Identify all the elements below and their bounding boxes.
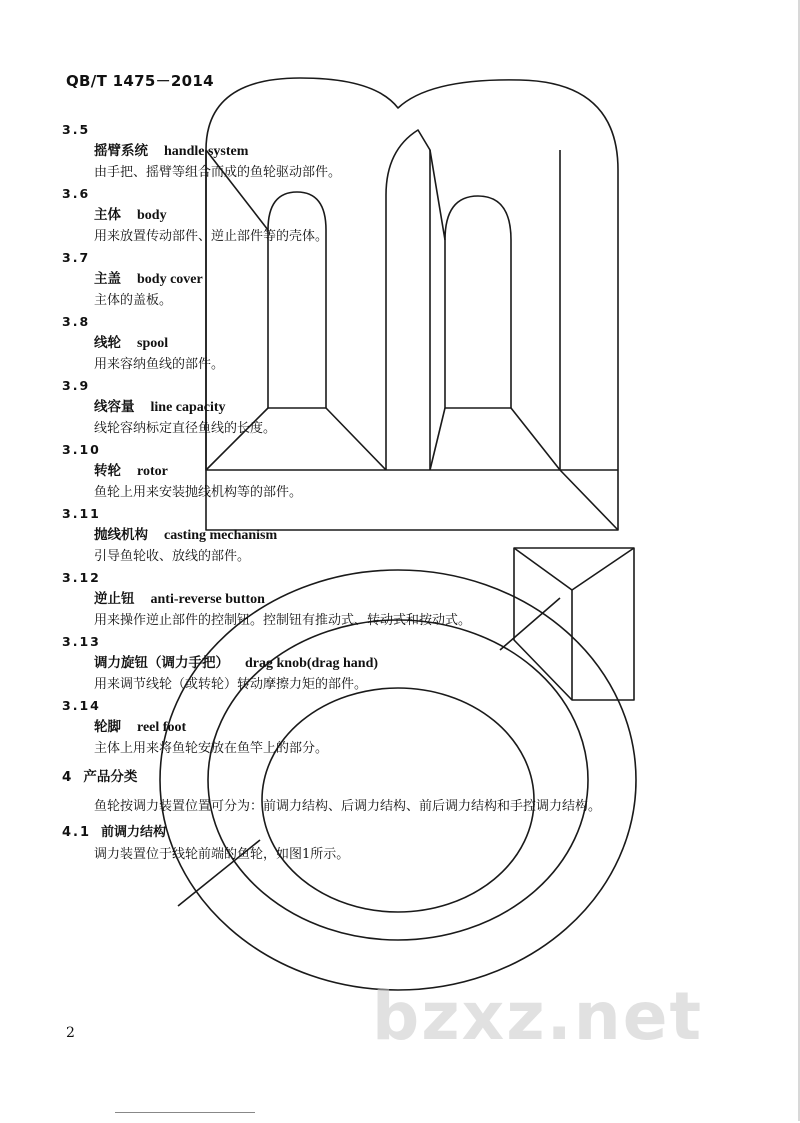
- term-definition: 用来容纳鱼线的部件。: [94, 357, 225, 372]
- term-definition: 用来操作逆止部件的控制钮。控制钮有推动式、转动式和按动式。: [94, 613, 472, 628]
- document-body: [62, 120, 682, 866]
- term-entry: [62, 696, 682, 760]
- clause-number: 3.14: [62, 698, 101, 713]
- term-entry: [62, 440, 682, 504]
- clause-number: 3.6: [62, 186, 91, 201]
- term-english: rotor: [137, 464, 168, 479]
- term-definition: 由手把、摇臂等组合而成的鱼轮驱动部件。: [94, 165, 342, 180]
- term-chinese: 转轮: [94, 463, 121, 479]
- term-entry: [62, 632, 682, 696]
- term-chinese: 调力旋钮（调力手把）: [94, 655, 229, 671]
- term-english: drag knob(drag hand): [245, 656, 379, 671]
- clause-number: 3.8: [62, 314, 91, 329]
- term-chinese: 轮脚: [94, 719, 121, 735]
- term-chinese: 线容量: [94, 399, 135, 415]
- term-entry: [62, 184, 682, 248]
- term-definition: 主体上用来将鱼轮安放在鱼竿上的部分。: [94, 741, 329, 756]
- term-english: casting mechanism: [164, 528, 278, 543]
- clause-number: 3.12: [62, 570, 101, 585]
- term-definition: 线轮容纳标定直径鱼线的长度。: [94, 421, 277, 436]
- subsection-number: 4.1: [62, 825, 92, 840]
- term-english: anti-reverse button: [150, 592, 265, 607]
- term-chinese: 抛线机构: [94, 527, 148, 543]
- clause-number: 3.5: [62, 122, 91, 137]
- term-definition: 主体的盖板。: [94, 293, 173, 308]
- term-chinese: 主盖: [94, 271, 121, 287]
- term-definition: 鱼轮上用来安装抛线机构等的部件。: [94, 485, 303, 500]
- term-english: body cover: [137, 272, 203, 287]
- section-number: 4: [62, 769, 72, 785]
- term-english: line capacity: [150, 400, 226, 415]
- site-watermark: bzxz.net: [372, 978, 704, 1055]
- term-chinese: 线轮: [94, 335, 121, 351]
- clause-number: 3.9: [62, 378, 91, 393]
- clause-number: 3.10: [62, 442, 101, 457]
- term-definition: 引导鱼轮收、放线的部件。: [94, 549, 251, 564]
- term-entry: [62, 504, 682, 568]
- term-english: handle system: [164, 144, 249, 159]
- term-entry: [62, 120, 682, 184]
- term-entry: [62, 376, 682, 440]
- clause-number: 3.11: [62, 506, 101, 521]
- page-number: 2: [66, 1025, 75, 1041]
- subsection-title: 前调力结构: [101, 825, 167, 840]
- term-chinese: 摇臂系统: [94, 143, 148, 159]
- section-heading: [62, 762, 682, 792]
- term-definition: 用来调节线轮（或转轮）转动摩擦力矩的部件。: [94, 677, 368, 692]
- term-chinese: 主体: [94, 207, 121, 223]
- term-english: spool: [137, 336, 169, 351]
- term-entry: [62, 568, 682, 632]
- footer-rule: [115, 1112, 255, 1113]
- term-chinese: 逆止钮: [94, 591, 135, 607]
- term-entry: [62, 248, 682, 312]
- subsection-paragraph: 调力装置位于线轮前端的鱼轮，如图1所示。: [94, 847, 350, 862]
- section-paragraph: 鱼轮按调力装置位置可分为：前调力结构、后调力结构、前后调力结构和手控调力结构。: [94, 799, 602, 814]
- term-entry: [62, 312, 682, 376]
- clause-number: 3.13: [62, 634, 101, 649]
- section-title: 产品分类: [83, 769, 138, 785]
- term-english: reel foot: [137, 720, 187, 735]
- term-english: body: [137, 208, 167, 223]
- subsection-heading: [62, 822, 682, 844]
- term-definition: 用来放置传动部件、逆止部件等的壳体。: [94, 229, 329, 244]
- clause-number: 3.7: [62, 250, 91, 265]
- standard-code: QB/T 1475－2014: [66, 72, 214, 90]
